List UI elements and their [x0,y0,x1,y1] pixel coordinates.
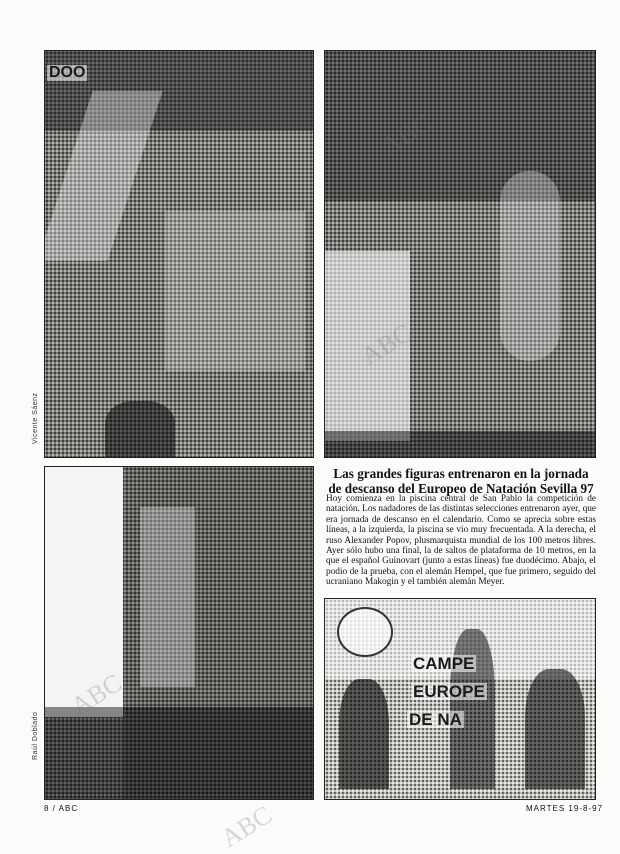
photo-credit: Raúl Doblado [32,711,39,760]
photo-banner-text: DOO [49,64,86,81]
photo-shadow-area [105,401,175,457]
photo-shadow-area [325,51,595,201]
photo-shadow-area [325,431,595,457]
swimmer-photo [324,50,596,458]
photo-shadow-area [525,669,585,789]
mascot-logo [337,607,393,657]
photo-shadow-area [45,707,313,799]
photo-shadow-area [450,629,495,789]
podium-banner-line: DE NA [409,710,462,729]
photo-light-area [140,507,195,687]
podium-banner-line: CAMPE [413,654,475,673]
diver-photo [44,466,314,800]
photo-credit: Vicente Sáenz [32,392,39,444]
podium-banner-line: EUROPE [413,682,485,701]
photo-shadow-area [339,679,389,789]
article-body: Hoy comienza en la piscina central de San Pablo la competición de natación. Los nadadores de las distintas selecciones entrenaron ayer, que era jornada de descanso en el calendario. Como se aprecia sobre estas líneas, a la izquierda, la piscina se vio muy frecuentada. A la derecha, el ruso Alexander Popov, plusmarquista mundial de los 100 metros libres. Ayer sólo hubo una final, la de saltos de plataforma de 10 metros, en la que el español Guinovart (junto a estas líneas) fue duodécimo. Abajo, el podio de la prueba, con el alemán Hempel, que fue primero, seguido del ucraniano Makogin y el también alemán Meyer. [326,494,596,588]
article-headline: Las grandes figuras entrenaron en la jornada de descanso del Europeo de Natación Sevilla 97 [328,466,594,496]
pool-training-photo [44,50,314,458]
page-folio-right: MARTES 19-8-97 [526,804,603,813]
watermark: ABC [376,108,437,162]
watermark: ABC [216,800,277,854]
page-folio-left: 8 / ABC [44,804,79,813]
podium-photo [324,598,596,800]
photo-light-area [165,211,305,371]
watermark: ABC [66,668,127,722]
watermark: ABC [356,318,417,372]
photo-light-area [500,171,560,361]
